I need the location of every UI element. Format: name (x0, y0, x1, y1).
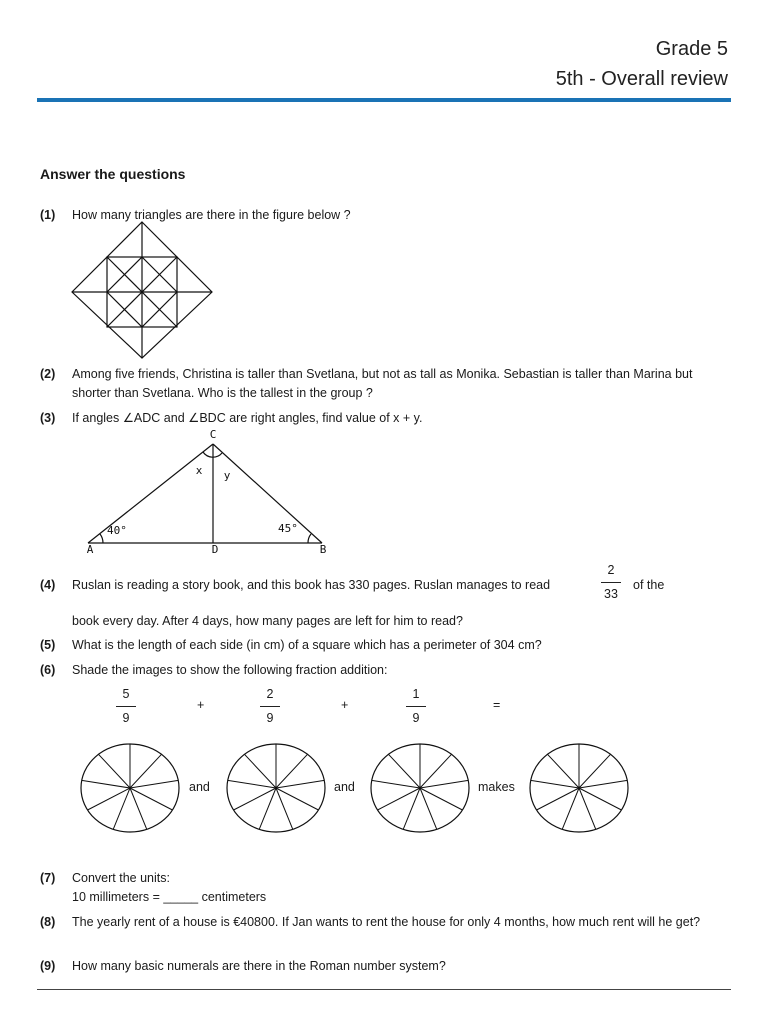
angle-label-x: x (195, 464, 203, 477)
wheel-slice-divider (420, 788, 437, 829)
question-number: (4) (40, 578, 56, 592)
wheel-slice-divider (389, 754, 421, 788)
wheel-slice-divider (579, 780, 627, 788)
question-text: How many basic numerals are there in the Roman number system? (72, 959, 446, 973)
fraction-wheel-2[interactable] (225, 742, 327, 834)
fraction-numerator: 1 (412, 687, 420, 701)
question-text: Ruslan is reading a story book, and this book has 330 pages. Ruslan manages to read (72, 578, 551, 592)
wheel-slice-divider (234, 788, 276, 810)
wheel-slice-divider (82, 780, 130, 788)
vertex-label-c: C (209, 428, 217, 441)
question-number: (3) (40, 411, 56, 425)
fraction-numerator: 5 (122, 687, 130, 701)
wheel-slice-divider (276, 754, 308, 788)
wheel-slice-divider (420, 780, 468, 788)
question-9 (40, 957, 720, 977)
fraction-bar (406, 706, 426, 707)
wheel-slice-divider (113, 788, 130, 829)
fraction-denominator: 9 (412, 711, 420, 725)
wheel-slice-divider (403, 788, 420, 829)
wheel-slice-divider (579, 754, 611, 788)
question-text: What is the length of each side (in cm) of a square which has a perimeter of 304 cm? (72, 638, 542, 652)
angle-label-a: 40° (107, 524, 127, 537)
fraction-1-9 (404, 687, 428, 727)
wheel-slice-divider (378, 788, 420, 810)
plus-sign: + (197, 698, 205, 712)
question-text: Among five friends, Christina is taller than Svetlana, but not as tall as Monika. Sebastian is taller than Marina but shorter than Svetlana. Who is the tallest in the group ? (72, 367, 693, 400)
wheel-slice-divider (579, 788, 621, 810)
angle-label-b: 45° (278, 522, 298, 535)
fraction-5-9 (114, 687, 138, 727)
question-text: book every day. After 4 days, how many pages are left for him to read? (72, 614, 463, 628)
fraction-bar (260, 706, 280, 707)
wheel-slice-divider (276, 780, 324, 788)
vertex-label-b: B (319, 543, 327, 556)
question-7 (40, 869, 720, 909)
header-divider (37, 98, 731, 102)
wheel-slice-divider (228, 780, 276, 788)
question-text: Shade the images to show the following fraction addition: (72, 663, 388, 677)
wheel-slice-divider (579, 788, 596, 829)
fraction-2-9 (258, 687, 282, 727)
plus-sign: + (341, 698, 349, 712)
section-title: Answer the questions (40, 166, 186, 182)
triangle-count-figure (70, 220, 216, 360)
question-8 (40, 913, 720, 953)
question-number: (1) (40, 208, 56, 222)
wheel-slice-divider (130, 754, 162, 788)
fraction-bar (601, 582, 621, 583)
wheel-slice-divider (130, 780, 178, 788)
equals-sign: = (493, 698, 501, 712)
question-text: How many triangles are there in the figure below ? (72, 208, 351, 222)
question-number: (8) (40, 915, 56, 929)
question-2 (40, 365, 720, 405)
vertex-label-d: D (211, 543, 219, 556)
fraction-wheel-3[interactable] (369, 742, 471, 834)
footer-divider (37, 989, 731, 990)
question-number: (9) (40, 959, 56, 973)
question-4-line-2 (72, 612, 712, 632)
fraction-numerator: 2 (607, 563, 615, 577)
wheel-slice-divider (245, 754, 277, 788)
wheel-slice-divider (562, 788, 579, 829)
fraction-bar (116, 706, 136, 707)
question-text: The yearly rent of a house is €40800. If Jan wants to rent the house for only 4 months, how much rent will he get? (72, 915, 701, 929)
question-text: Convert the units: (72, 871, 170, 885)
wheel-slice-divider (276, 788, 318, 810)
fraction-numerator: 2 (266, 687, 274, 701)
worksheet-title: 5th - Overall review (555, 68, 728, 90)
and-label: and (334, 780, 355, 794)
wheel-slice-divider (99, 754, 131, 788)
and-label: and (189, 780, 210, 794)
wheel-slice-divider (420, 788, 462, 810)
wheel-slice-divider (372, 780, 420, 788)
question-text: If angles ∠ADC and ∠BDC are right angles, find value of x + y. (72, 411, 423, 425)
vertex-label-a: A (86, 543, 94, 556)
makes-label: makes (478, 780, 515, 794)
fraction-denominator: 9 (122, 711, 130, 725)
question-number: (5) (40, 638, 56, 652)
fraction-denominator: 9 (266, 711, 274, 725)
question-number: (7) (40, 871, 56, 885)
right-triangle-figure (82, 424, 332, 560)
grade-label: Grade 5 (655, 38, 728, 60)
wheel-slice-divider (259, 788, 276, 829)
question-number: (6) (40, 663, 56, 677)
wheel-slice-divider (130, 788, 172, 810)
wheel-slice-divider (531, 780, 579, 788)
wheel-slice-divider (537, 788, 579, 810)
fraction-two-thirty-thirds (599, 563, 623, 603)
question-text-after: of the (633, 578, 665, 592)
conversion-line: 10 millimeters = _____ centimeters (72, 890, 267, 904)
wheel-slice-divider (130, 788, 147, 829)
fraction-denominator: 33 (604, 587, 618, 601)
wheel-slice-divider (276, 788, 293, 829)
wheel-slice-divider (420, 754, 452, 788)
fraction-wheel-result[interactable] (528, 742, 630, 834)
angle-label-y: y (223, 469, 231, 482)
wheel-slice-divider (88, 788, 130, 810)
wheel-slice-divider (548, 754, 580, 788)
question-5 (40, 636, 720, 656)
fraction-wheel-1[interactable] (79, 742, 181, 834)
question-6 (40, 661, 720, 681)
question-number: (2) (40, 367, 56, 381)
